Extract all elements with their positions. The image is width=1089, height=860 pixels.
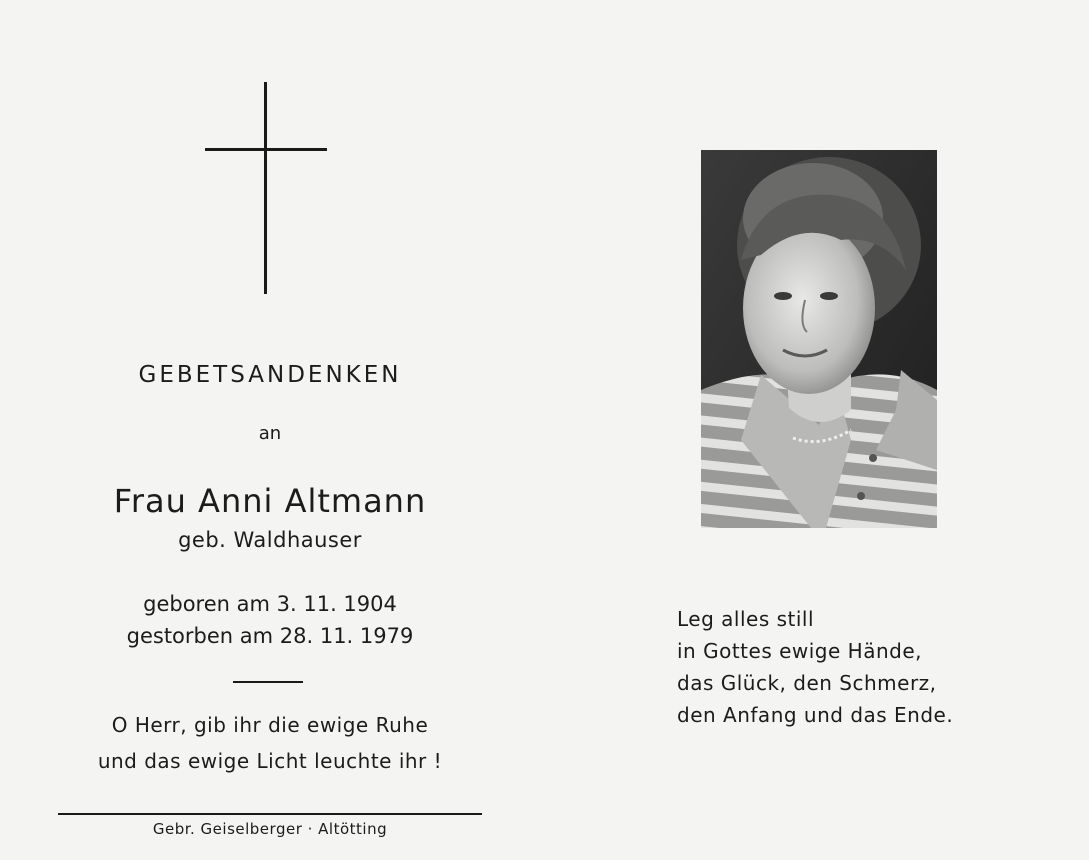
portrait-illustration — [701, 150, 937, 528]
portrait-photo — [701, 150, 937, 528]
printer-credit: Gebr. Geiselberger · Altötting — [152, 820, 388, 838]
separator-rule — [233, 681, 303, 683]
maiden-name: geb. Waldhauser — [178, 528, 362, 552]
prayer-line: O Herr, gib ihr die ewige Ruhe — [111, 713, 429, 737]
prayer-line: und das ewige Licht leuchte ihr ! — [97, 749, 443, 773]
birth-date: geboren am 3. 11. 1904 — [143, 592, 397, 616]
memorial-verse — [677, 603, 953, 731]
verse-line: Leg alles still — [677, 607, 815, 631]
cross-vertical-bar — [264, 82, 267, 294]
verse-line: den Anfang und das Ende. — [677, 703, 954, 727]
card-heading: GEBETSANDENKEN — [138, 362, 402, 388]
dedication-word: an — [258, 423, 282, 444]
prayer-text — [60, 707, 480, 779]
life-dates — [60, 588, 480, 652]
cross-horizontal-bar — [205, 148, 327, 151]
verse-line: das Glück, den Schmerz, — [677, 671, 937, 695]
deceased-name: Frau Anni Altmann — [113, 482, 427, 520]
verse-line: in Gottes ewige Hände, — [677, 639, 922, 663]
footer-rule — [58, 813, 482, 815]
death-date: gestorben am 28. 11. 1979 — [126, 624, 414, 648]
